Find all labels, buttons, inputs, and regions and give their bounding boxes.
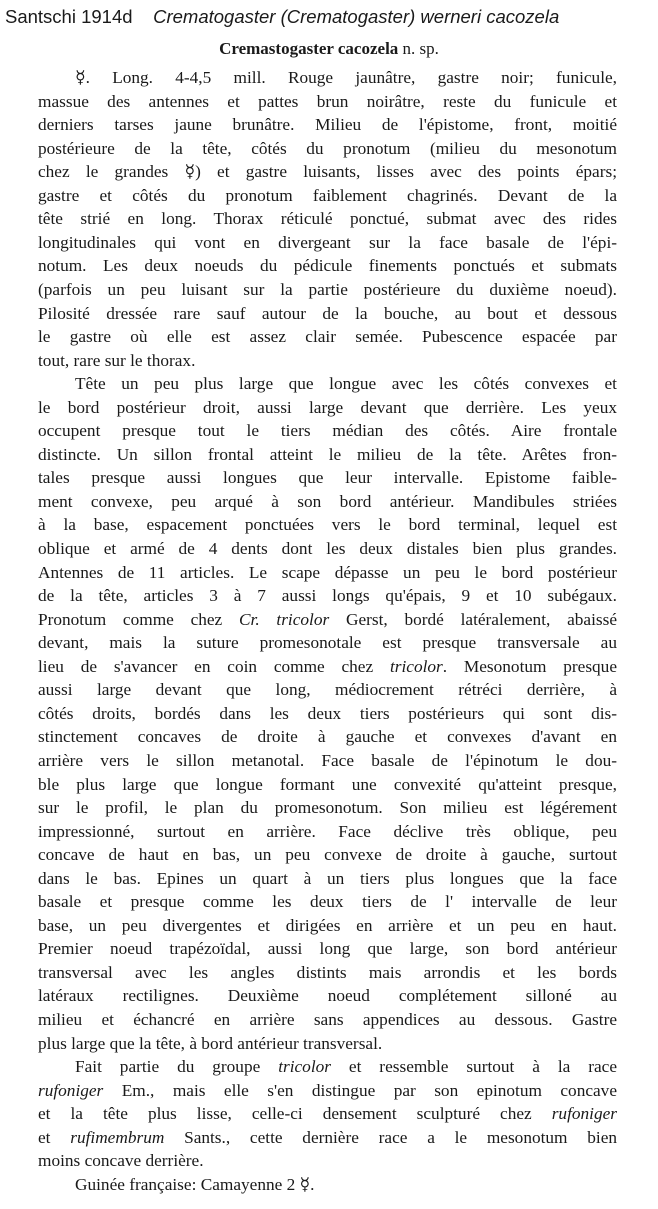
text-line: devant, mais la suture promesonotale est presque transversale au	[38, 633, 617, 653]
text-line: latéraux rectilignes. Deuxième noeud complétement silloné au	[38, 986, 617, 1006]
text-line: notum. Les deux noeuds du pédicule finements ponctués et submats	[38, 256, 617, 276]
text-line: concave de haut en bas, un peu convexe de droite à gauche, surtout	[38, 845, 617, 865]
text-line: Antennes de 11 articles. Le scape dépasse un peu le bord postérieur	[38, 562, 617, 582]
text-line: ble plus large que longue formant une convexité qu'atteint presque,	[38, 774, 617, 794]
text-line: basale et presque comme les deux tiers de l' intervalle de leur	[38, 892, 617, 912]
text-line: oblique et armé de 4 dents dont les deux distales bien plus grandes.	[38, 539, 617, 558]
text-line: milieu et échancré en arrière sans appendices au dessous. Gastre	[38, 1010, 617, 1029]
text-line: arrière vers le sillon metanotal. Face basale de l'épinotum le dou-	[38, 750, 617, 770]
text-line: à la base, espacement ponctuées vers le bord terminal, lequel est	[38, 515, 617, 535]
citation: Santschi 1914d	[5, 6, 133, 27]
text-line: le bord postérieur droit, aussi large devant que derrière. Les yeux	[38, 397, 617, 417]
text-line: Premier noeud trapézoïdal, aussi long que large, son bord antérieur	[38, 939, 617, 959]
text-line: transversal avec les angles distints mais arrondis et les bords	[38, 962, 617, 982]
text-line: aussi large devant que long, médiocrement rétréci derrière, à	[38, 680, 617, 700]
text-line: occupent presque tout le tiers médian des côtés. Aire frontale	[38, 421, 617, 441]
text-line: chez le grandes ☿) et gastre luisants, lisses avec des points épars;	[38, 162, 617, 182]
text-line: dans le bas. Epines un quart à un tiers plus longues que la face	[38, 868, 617, 888]
text-line: plus large que la tête, à bord antérieur transversal.	[38, 1033, 383, 1053]
text-line: postérieure de la tête, côtés du pronotum (milieu du mesonotum	[38, 138, 617, 158]
text-line: longitudinales qui vont en divergeant sur la face basale de l'épi-	[38, 232, 617, 252]
text-line: sur le profil, le plan du promesonotum. Son milieu est légérement	[38, 798, 617, 818]
species-status: n. sp.	[402, 39, 439, 58]
text-line: base, un peu divergentes et dirigées en arrière et un peu en haut.	[38, 915, 617, 935]
taxon-name: Crematogaster (Crematogaster) werneri cacozela	[153, 6, 560, 27]
text-line: gastre et côtés du pronotum faiblement chagrinés. Devant de la	[38, 185, 617, 205]
species-name: Cremastogaster cacozela	[219, 39, 399, 58]
text-line: et la tête plus lisse, celle-ci densement sculpturé chez rufoniger	[38, 1104, 617, 1124]
article-title	[0, 39, 658, 59]
text-line: distincte. Un sillon frontal atteint le milieu de la tête. Arêtes fron-	[38, 444, 617, 464]
text-line: stinctement concaves de droite à gauche et convexes d'avant en	[38, 727, 617, 747]
text-line: lieu de s'avancer en coin comme chez tricolor. Mesonotum presque	[38, 656, 617, 676]
text-line: ment convexe, peu arqué à son bord antérieur. Mandibules striées	[38, 491, 617, 511]
text-line: moins concave derrière.	[38, 1151, 204, 1171]
text-line: impressionné, surtout en arrière. Face déclive très oblique, peu	[38, 821, 617, 841]
text-line: et rufimembrum Sants., cette dernière race a le mesonotum bien	[38, 1127, 617, 1147]
text-line: Pilosité dressée rare sauf autour de la bouche, au bout et dessous	[38, 303, 617, 323]
text-line: Fait partie du groupe tricolor et ressemble surtout à la race	[75, 1057, 618, 1077]
text-line: ☿. Long. 4-4,5 mill. Rouge jaunâtre, gastre noir; funicule,	[75, 68, 617, 87]
text-line: (parfois un peu luisant sur la partie postérieure du duxième noeud).	[38, 279, 617, 299]
text-line: tales presque aussi longues que leur intervalle. Epistome faible-	[38, 468, 617, 488]
text-line: tête strié en long. Thorax réticulé ponctué, submat avec des rides	[38, 209, 617, 229]
text-line: tout, rare sur le thorax.	[38, 350, 196, 370]
text-line: massue des antennes et pattes brun noirâtre, reste du funicule et	[38, 91, 617, 111]
text-line: le gastre où elle est assez clair semée. Pubescence espacée par	[38, 327, 617, 347]
text-line: Pronotum comme chez Cr. tricolor Gerst, bordé latéralement, abaissé	[38, 609, 617, 629]
text-line: Guinée française: Camayenne 2 ☿.	[75, 1174, 315, 1194]
text-line: Tête un peu plus large que longue avec les côtés convexes et	[75, 374, 617, 394]
text-line: derniers tarses jaune brunâtre. Milieu de l'épistome, front, moitié	[38, 115, 617, 135]
text-line: de la tête, articles 3 à 7 aussi longs qu'épais, 9 et 10 subégaux.	[38, 586, 617, 606]
text-line: rufoniger Em., mais elle s'en distingue par son epinotum concave	[38, 1080, 617, 1100]
text-line: côtés droits, bordés dans les deux tiers postérieurs qui sont dis-	[38, 703, 617, 723]
